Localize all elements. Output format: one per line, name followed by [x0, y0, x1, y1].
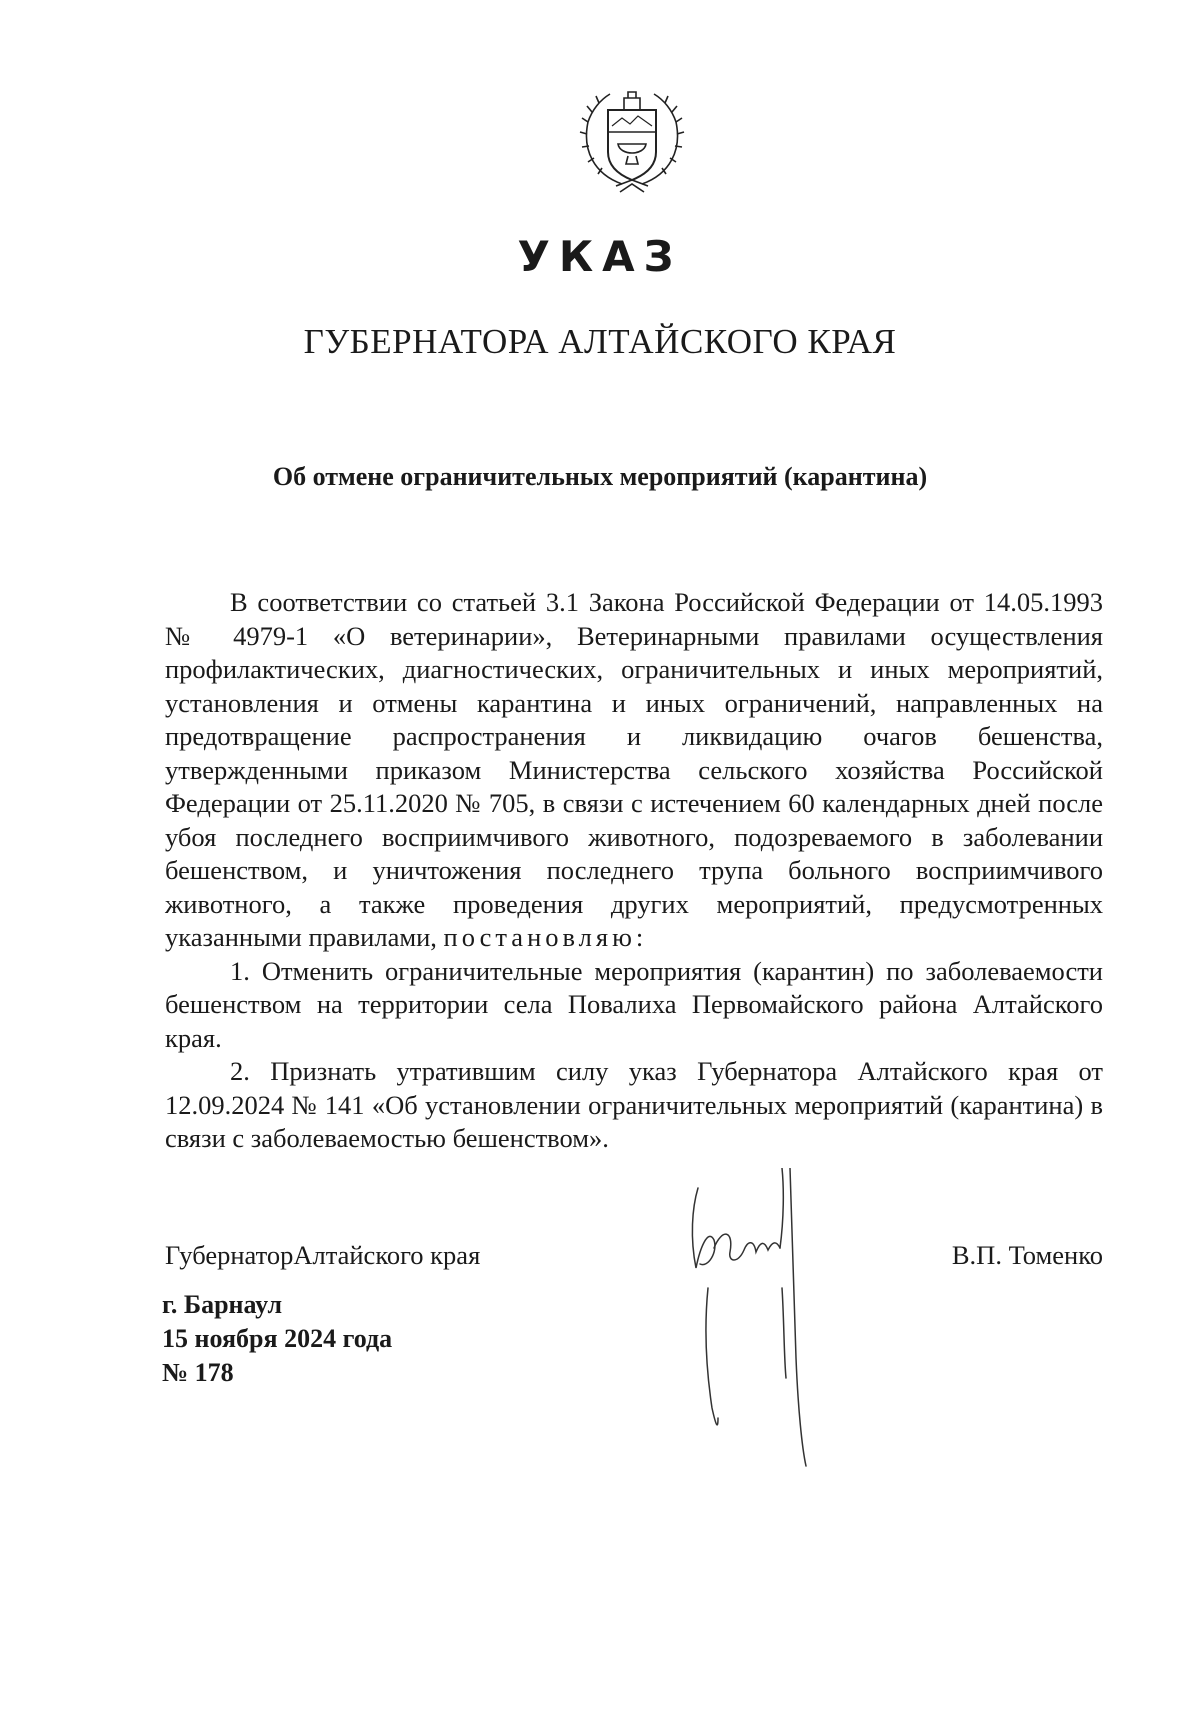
altai-krai-coat-of-arms-icon: [572, 82, 692, 202]
item-2: 2. Признать утратившим силу указ Губернатора Алтайского края от 12.09.2024 № 141 «Об установлении ограничительных мероприятий (карантина) в связи с заболеваемостью бешенством».: [165, 1056, 1103, 1153]
item-1: 1. Отменить ограничительные мероприятия (карантин) по заболеваемости бешенством на территории села Повалиха Первомайского района Алтайского края.: [165, 955, 1103, 1053]
document-footer: [162, 1288, 392, 1390]
footer-number: № 178: [162, 1358, 234, 1387]
preamble-text: В соответствии со статьей 3.1 Закона Российской Федерации от 14.05.1993 № 4979-1 «О ветеринарии», Ветеринарными правилами осуществления профилактических, диагностических, ограничительных и иных мероприятий, установления и отмены карантина и иных ограничений, направленных на предотвращение распространения и ликвидацию очагов бешенства, утвержденными приказом Министерства сельского хозяйства Российской Федерации от 25.11.2020 № 705, в связи с истечением 60 календарных дней после убоя последнего восприимчивого животного, подозреваемого в заболевании бешенством, и уничтожения последнего трупа больного восприимчивого животного, а также проведения других мероприятий, предусмотренных указанными правилами,: [165, 587, 1103, 952]
footer-city: г. Барнаул: [162, 1290, 283, 1319]
footer-date: 15 ноября 2024 года: [162, 1324, 393, 1353]
document-body: [165, 586, 1103, 1156]
document-title: УКАЗ: [517, 232, 683, 281]
document-heading: Об отмене ограничительных мероприятий (карантина): [272, 462, 928, 491]
resolves-word: постановляю:: [443, 922, 648, 952]
handwritten-signature: [678, 1168, 858, 1468]
preamble-paragraph: [165, 586, 1103, 955]
signatory-name: В.П. Томенко: [951, 1240, 1103, 1270]
signatory-position: ГубернаторАлтайского края: [165, 1240, 481, 1270]
document-issuer: ГУБЕРНАТОРА АЛТАЙСКОГО КРАЯ: [303, 322, 897, 361]
